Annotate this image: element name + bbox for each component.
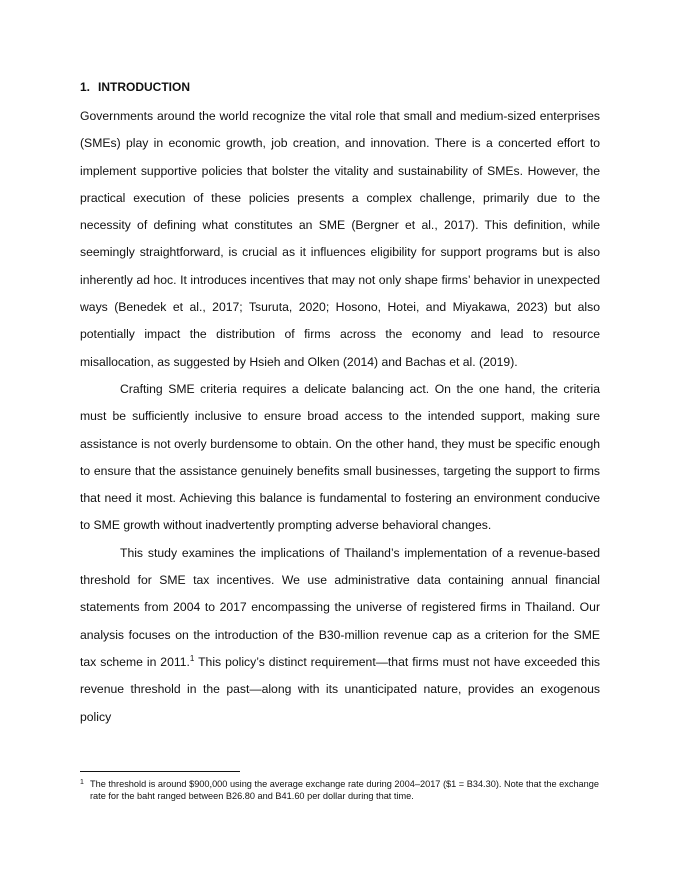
footnote-mark: 1 [80, 779, 84, 786]
paragraph-2: Crafting SME criteria requires a delicate balancing act. On the one hand, the criteria must be sufficiently inclusive to ensure broad access to the intended support, making sure assistance is not overly burdensome to obtain. On the other hand, they must be specific enough to ensure that the assistance genuinely benefits small businesses, targeting the support to firms that need it most. Achieving this balance is fundamental to fostering an environment conducive to SME growth without inadvertently prompting adverse behavioral changes. [80, 381, 600, 533]
page-body [80, 76, 600, 731]
footnote-reference[interactable]: 1 [189, 653, 195, 663]
body-text [80, 103, 600, 731]
section-title: INTRODUCTION [98, 80, 191, 94]
section-heading [80, 76, 600, 98]
footnote-text: The threshold is around $900,000 using the average exchange rate during 2004–2017 ($1 = B34.30). Note that the exchange rate for the baht ranged between B26.80 and B41.60 per dollar during that time. [90, 779, 600, 801]
paragraph-1: Governments around the world recognize the vital role that small and medium-sized enterprises (SMEs) play in economic growth, job creation, and innovation. There is a concerted effort to implement supportive policies that bolster the vitality and sustainability of SMEs. However, the practical execution of these policies presents a complex challenge, primarily due to the necessity of defining what constitutes an SME (Bergner et al., 2017). This definition, while seemingly straightforward, is crucial as it influences eligibility for support programs but is also inherently ad hoc. It introduces incentives that may not only shape firms’ behavior in unexpected ways (Benedek et al., 2017; Tsuruta, 2020; Hosono, Hotei, and Miyakawa, 2023) but also potentially impact the distribution of firms across the economy and lead to resource misallocation, as suggested by Hsieh and Olken (2014) and Bachas et al. (2019). [80, 109, 600, 369]
paragraph-3-text-after-ref: This policy’s distinct requirement—that firms must not have exceeded this revenue threshold in the past—along with its unanticipated nature, provides an exogenous policy [80, 654, 601, 724]
section-number: 1. [80, 80, 91, 94]
paragraph-3 [80, 540, 600, 731]
footnote [80, 778, 600, 802]
footnote-divider [80, 771, 240, 772]
paragraph-3-text-before-ref: This study examines the implications of Thailand’s implementation of a revenue-based threshold for SME tax incentives. We use administrative data containing annual financial statements from 2004 to 2017 encompassing the universe of registered firms in Thailand. Our analysis focuses on the introduction of the B30-million revenue cap as a criterion for the SME tax scheme in 2011. [80, 545, 600, 669]
